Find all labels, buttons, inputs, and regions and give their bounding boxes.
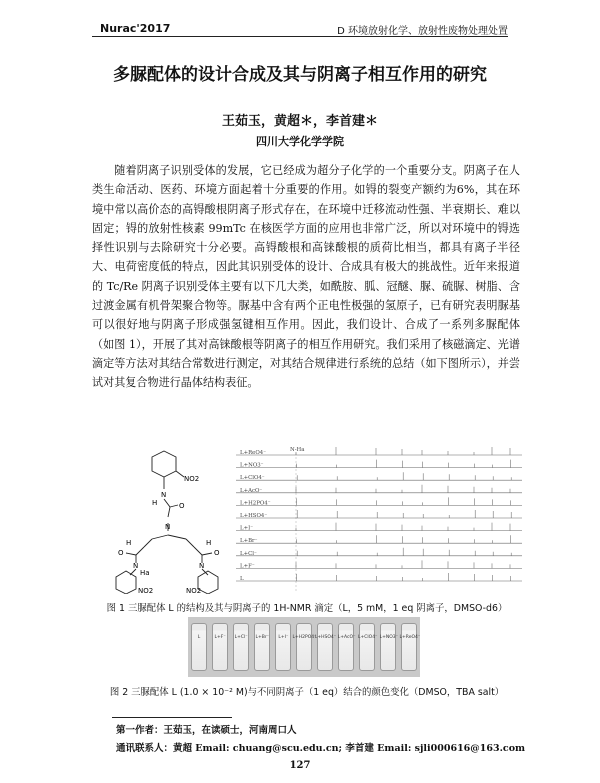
affiliation: 四川大学化学学院: [256, 135, 344, 148]
label-n-top: N: [161, 491, 167, 499]
vial-label: L+F⁻: [214, 635, 226, 640]
vial: [212, 623, 228, 671]
nmr-trace: [236, 548, 522, 556]
nmr-trace-label: L+ReO4⁻: [240, 450, 267, 456]
vial: [359, 623, 375, 671]
nmr-trace-label: L: [240, 576, 244, 582]
nmr-trace: [236, 497, 522, 505]
nmr-trace-label: L+F⁻: [240, 563, 255, 570]
vial-label: L+H2PO4⁻: [292, 635, 317, 640]
vial: [401, 623, 417, 671]
nmr-trace: [236, 460, 522, 468]
vial: [296, 623, 312, 671]
nmr-trace-label: L+HSO4⁻: [240, 513, 268, 519]
vial-label: L+Cl⁻: [234, 635, 248, 640]
vial-color-photo: [188, 617, 420, 677]
nmr-trace: [236, 485, 522, 493]
author-list: 王茹玉，黄超＊，李首建＊: [221, 114, 378, 129]
footnote-rule: [112, 717, 232, 718]
nmr-trace: [236, 510, 522, 518]
footnote-corresponding: 通讯联系人：黄超 Email: chuang@scu.edu.cn; 李首建 Email: sjli000616@163.com: [116, 743, 526, 754]
vial-label: L+Br⁻: [255, 635, 270, 640]
label-h-left: H: [126, 539, 132, 547]
figure1-caption: 图 1 三脲配体 L 的结构及其与阴离子的 1H-NMR 滴定（L，5 mM，1 eq 阴离子，DMSO-d6）: [106, 603, 508, 614]
label-no2-left: NO2: [138, 587, 154, 594]
label-no2-right: NO2: [186, 587, 202, 594]
vial-label: L+HSO4⁻: [314, 635, 337, 640]
vial-label: L: [197, 635, 201, 640]
abstract-body: 随着阴离子识别受体的发展，它已经成为超分子化学的一个重要分支。阴离子在人类生命活动、医药、环境方面起着十分重要的作用。如锝的裂变产额约为6%，其在环境中常以高价态的高锝酸根阴离子形式存在，在环境中迁移流动性强、半衰期长、难以固定；锝的放射性核素 99mTc 在核医学方面的应用也非常广泛，所以对环境中的锝选择性识别与去除研究十分必要。高锝酸根和高铼酸根的质荷比相当，都具有离子半径大、电荷密度低的特点，因此其识别受体的设计、合成具有极大的挑战性。近年来报道的 Tc/Re 阴离子识别受体主要有以下几大类，如酰胺、胍、冠醚、脲、硫脲、树脂、含过渡金属有机骨架聚合物等。脲基中含有两个正电性极强的氢原子，已有研究表明脲基可以很好地与阴离子形成强氢键相互作用。因此，我们设计、合成了一系列多脲配体（如图 1），开展了其对高铼酸根等阴离子的相互作用研究。我们采用了核磁滴定、光谱滴定等方法对其结合常数进行测定，对其结合规律进行系统的总结（如下图所示），并尝试对其复合物进行晶体结构表征。: [92, 164, 520, 390]
page-number: 127: [289, 760, 311, 771]
nmr-trace: [236, 535, 522, 543]
vial-label: L+NO3⁻: [379, 635, 399, 640]
figure2-caption: 图 2 三脲配体 L (1.0 × 10⁻² M)与不同阴离子（1 eq）结合的颜色变化（DMSO，TBA salt）: [109, 687, 505, 698]
label-ha-left: Ha: [140, 569, 150, 577]
nmr-trace-label: L+H2PO4⁻: [240, 500, 271, 507]
nmr-trace: [236, 573, 522, 581]
vial: [233, 623, 249, 671]
benzene-ring-left: [116, 571, 136, 594]
section-header: D 环境放射化学、放射性废物处理处置: [337, 26, 508, 37]
nmr-trace-label: L+I⁻: [240, 525, 254, 532]
nmr-trace: [236, 560, 522, 568]
nmr-trace-label: L+Br⁻: [240, 538, 258, 545]
label-no2-top: NO2: [184, 475, 200, 483]
label-h-right: H: [206, 539, 212, 547]
label-n-center: N: [165, 523, 171, 531]
vial: [338, 623, 354, 671]
label-o-right: O: [214, 549, 220, 557]
label-h-top: H: [152, 499, 158, 507]
vial: [275, 623, 291, 671]
vial: [191, 623, 207, 671]
article-title: 多脲配体的设计合成及其与阴离子相互作用的研究: [113, 65, 487, 85]
vial: [380, 623, 396, 671]
nmr-trace-label: L+Cl⁻: [240, 550, 257, 557]
label-n-right: N: [199, 562, 205, 570]
nmr-titration-spectra: [226, 443, 524, 599]
vial-label: L+ReO4⁻: [399, 635, 421, 640]
journal-name: Nurac'2017: [100, 22, 171, 35]
vial-label: L+ClO4⁻: [357, 635, 378, 640]
footnote-first-author: 第一作者：王茹玉，在读硕士，河南周口人: [116, 725, 297, 736]
nmr-trace: [236, 523, 522, 531]
nmr-peak-label: N-Ha: [290, 447, 305, 453]
nmr-trace: [236, 472, 522, 480]
benzene-ring-top: [152, 451, 176, 477]
label-n-left: N: [133, 562, 139, 570]
label-o-left: O: [118, 549, 124, 557]
header-rule: [92, 36, 508, 37]
vial-label: L+AcO⁻: [337, 635, 356, 640]
nmr-trace-label: L+ClO4⁻: [240, 475, 265, 482]
vial: [254, 623, 270, 671]
nmr-trace-label: L+NO3⁻: [240, 462, 264, 469]
vial: [317, 623, 333, 671]
nmr-trace: [236, 447, 522, 455]
ligand-structure-diagram: [104, 447, 230, 594]
vial-label: L+I⁻: [278, 635, 289, 640]
label-o-top: O: [179, 502, 185, 510]
nmr-trace-label: L+AcO⁻: [240, 487, 263, 494]
